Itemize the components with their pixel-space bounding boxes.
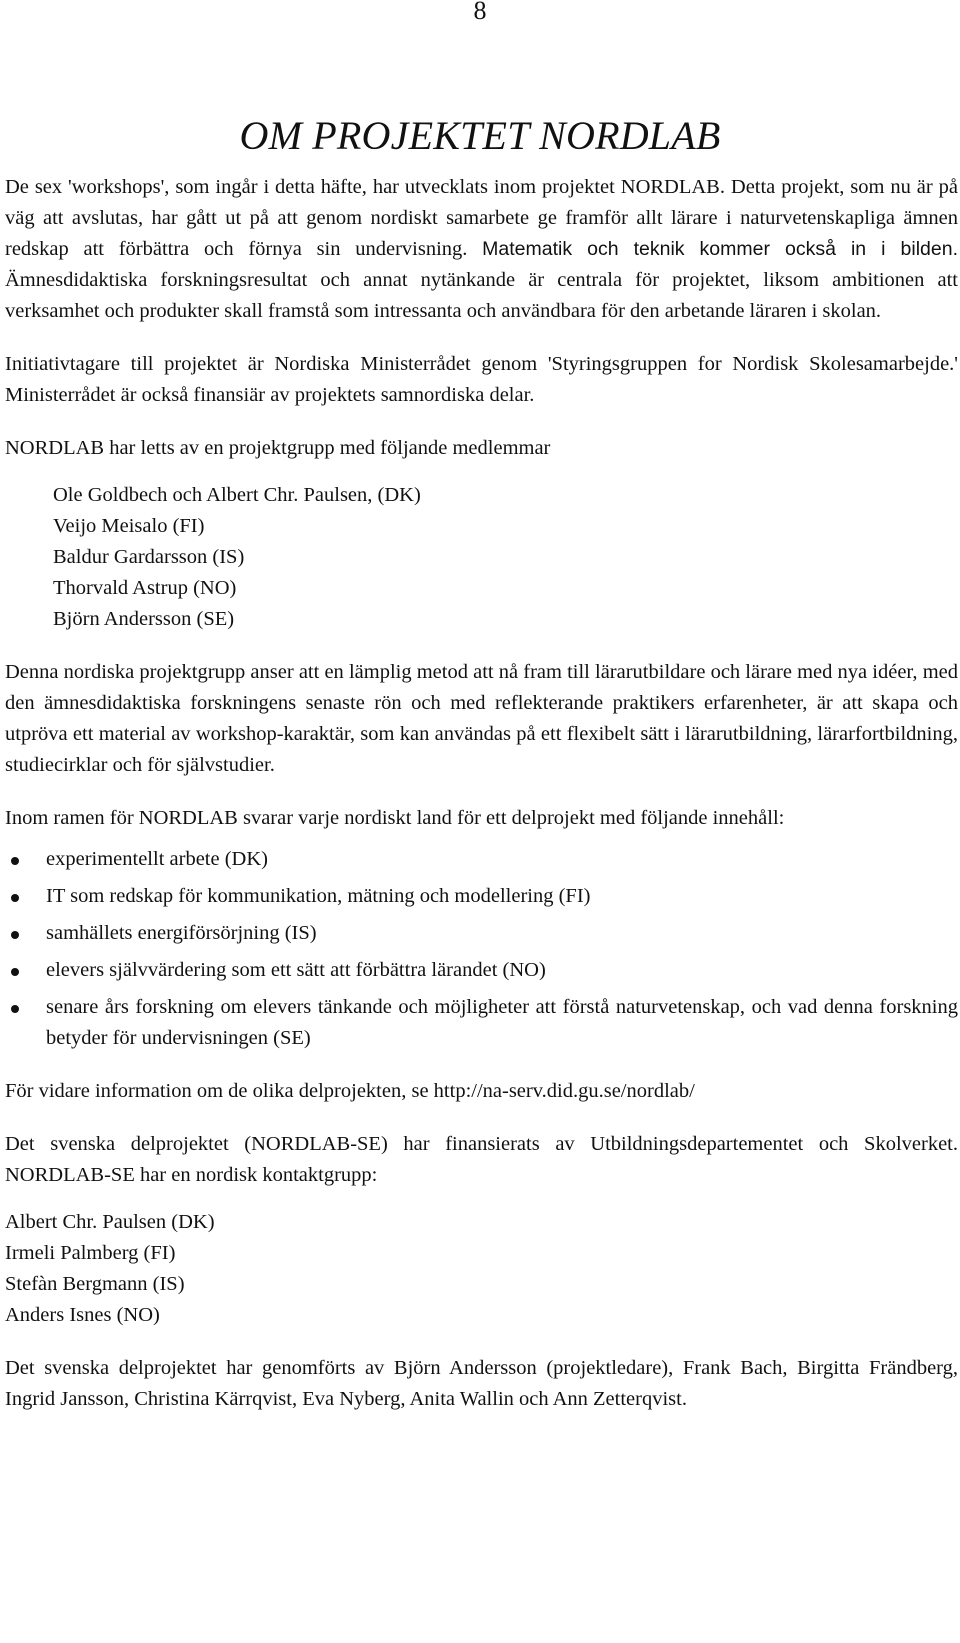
page-number: 8: [473, 0, 487, 25]
page-title: OM PROJEKTET NORDLAB: [239, 113, 721, 158]
subproject-text: senare års forskning om elevers tänkande och möjligheter att förstå naturvetenskap, och vad denna forskning betyder för undervisningen (SE): [46, 996, 958, 1049]
contact-group-member: Stefàn Bergmann (IS): [5, 1273, 185, 1295]
bullet-icon: [11, 968, 19, 976]
project-group-member: Veijo Meisalo (FI): [53, 515, 205, 537]
bullet-icon: [11, 1005, 19, 1013]
project-group-list: [5, 480, 958, 635]
bullet-icon: [11, 857, 19, 865]
intro-text-part-1: De sex 'workshops', som ingår i detta häfte, har utvecklats inom projektet NORDLAB. Detta projekt, som nu är på väg att avslutas, har gått ut på att genom nordiskt samarbete ge framför allt lärare i naturvetenskapliga ämnen redskap att förbättra och förnya sin undervisning.: [5, 176, 958, 260]
initiative-paragraph: Initiativtagare till projektet är Nordiska Ministerrådet genom 'Styringsgruppen for Nordisk Skolesamarbejde.' Ministerrådet är också finansiär av projektets samnordiska delar.: [5, 353, 958, 406]
subprojects-list: [5, 844, 958, 1054]
contact-group-member: Irmeli Palmberg (FI): [5, 1242, 176, 1264]
more-info-paragraph: För vidare information om de olika delprojekten, se http://na-serv.did.gu.se/nordlab/: [5, 1080, 695, 1102]
subproject-text: IT som redskap för kommunikation, mätning och modellering (FI): [46, 885, 591, 907]
swedish-team-paragraph: Det svenska delprojektet har genomförts av Björn Andersson (projektledare), Frank Bach, Birgitta Frändberg, Ingrid Jansson, Christina Kärrqvist, Eva Nyberg, Anita Wallin och Ann Zetterqvist.: [5, 1357, 958, 1410]
subprojects-intro-paragraph: Inom ramen för NORDLAB svarar varje nordiskt land för ett delprojekt med följande innehåll:: [5, 807, 785, 829]
subproject-text: experimentellt arbete (DK): [46, 848, 268, 870]
bullet-icon: [11, 894, 19, 902]
project-group-member: Ole Goldbech och Albert Chr. Paulsen, (DK): [53, 484, 421, 506]
subproject-text: samhällets energiförsörjning (IS): [46, 922, 317, 944]
subproject-item: [5, 992, 958, 1054]
intro-text-sans-fragment: Matematik och teknik kommer också in i bilden.: [482, 238, 958, 260]
project-group-member: Baldur Gardarsson (IS): [53, 546, 245, 568]
project-group-member: Björn Andersson (SE): [53, 608, 235, 630]
contact-group-list: [5, 1207, 958, 1331]
bullet-icon: [11, 931, 19, 939]
document-content: [5, 172, 958, 1415]
subproject-item: [5, 881, 958, 912]
subproject-item: [5, 918, 958, 949]
intro-text-part-2: Ämnesdidaktiska forskningsresultat och annat nytänkande är centrala för projektet, liksom ambitionen att verksamhet och produkter skall framstå som intressanta och användbara för den arbetande läraren i skolan.: [5, 269, 958, 322]
method-paragraph: Denna nordiska projektgrupp anser att en lämplig metod att nå fram till lärarutbildare och lärare med nya idéer, med den ämnesdidaktiska forskningens senaste rön och med reflekterande praktikers erfarenheter, är att skapa och utpröva ett material av workshop-karaktär, som kan användas på ett flexibelt sätt i lärarutbildning, lärarfortbildning, studiecirklar och för självstudier.: [5, 661, 958, 776]
group-intro-paragraph: NORDLAB har letts av en projektgrupp med följande medlemmar: [5, 437, 551, 459]
swedish-funding-paragraph: Det svenska delprojektet (NORDLAB-SE) har finansierats av Utbildningsdepartementet och Skolverket. NORDLAB-SE har en nordisk kontaktgrupp:: [5, 1133, 958, 1186]
contact-group-member: Anders Isnes (NO): [5, 1304, 160, 1326]
contact-group-member: Albert Chr. Paulsen (DK): [5, 1211, 215, 1233]
subproject-item: [5, 844, 958, 875]
intro-paragraph: [5, 172, 958, 327]
project-group-member: Thorvald Astrup (NO): [53, 577, 237, 599]
subproject-item: [5, 955, 958, 986]
subproject-text: elevers självvärdering som ett sätt att förbättra lärandet (NO): [46, 959, 546, 981]
